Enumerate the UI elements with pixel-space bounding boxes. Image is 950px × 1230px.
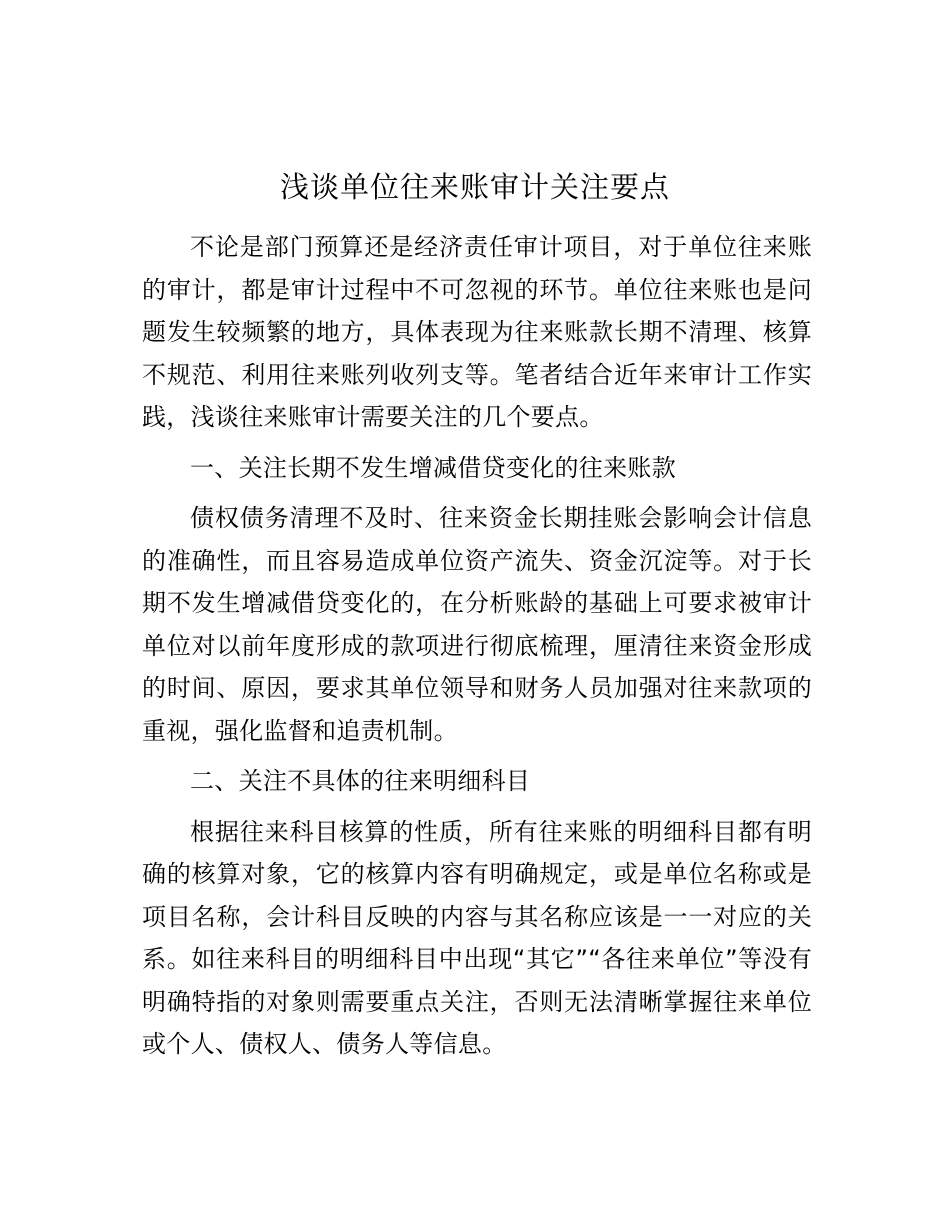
section-1-paragraph: 债权债务清理不及时、往来资金长期挂账会影响会计信息的准确性，而且容易造成单位资产流失、资金沉淀等。对于长期不发生增减借贷变化的，在分析账龄的基础上可要求被审计单位对以前年度形成的款项进行彻底梳理，厘清往来资金形成的时间、原因，要求其单位领导和财务人员加强对往来款项的重视，强化监督和追责机制。 <box>142 504 812 745</box>
intro-paragraph: 不论是部门预算还是经济责任审计项目，对于单位往来账的审计，都是审计过程中不可忽视的环节。单位往来账也是问题发生较频繁的地方，具体表现为往来账款长期不清理、核算不规范、利用往来账列收列支等。笔者结合近年来审计工作实践，浅谈往来账审计需要关注的几个要点。 <box>142 233 812 431</box>
document-body <box>142 226 812 1066</box>
section-1-heading: 一、关注长期不发生增减借贷变化的往来账款 <box>190 453 676 482</box>
section-2-heading: 二、关注不具体的往来明细科目 <box>190 767 531 795</box>
document-title: 浅谈单位往来账审计关注要点 <box>279 170 670 204</box>
section-2-paragraph: 根据往来科目核算的性质，所有往来账的明细科目都有明确的核算对象，它的核算内容有明确规定，或是单位名称或是项目名称，会计科目反映的内容与其名称应该是一一对应的关系。如往来科目的明细科目中出现“其它”“各往来单位”等没有明确特指的对象则需要重点关注，否则无法清晰掌握往来单位或个人、债权人、债务人等信息。 <box>142 817 812 1058</box>
